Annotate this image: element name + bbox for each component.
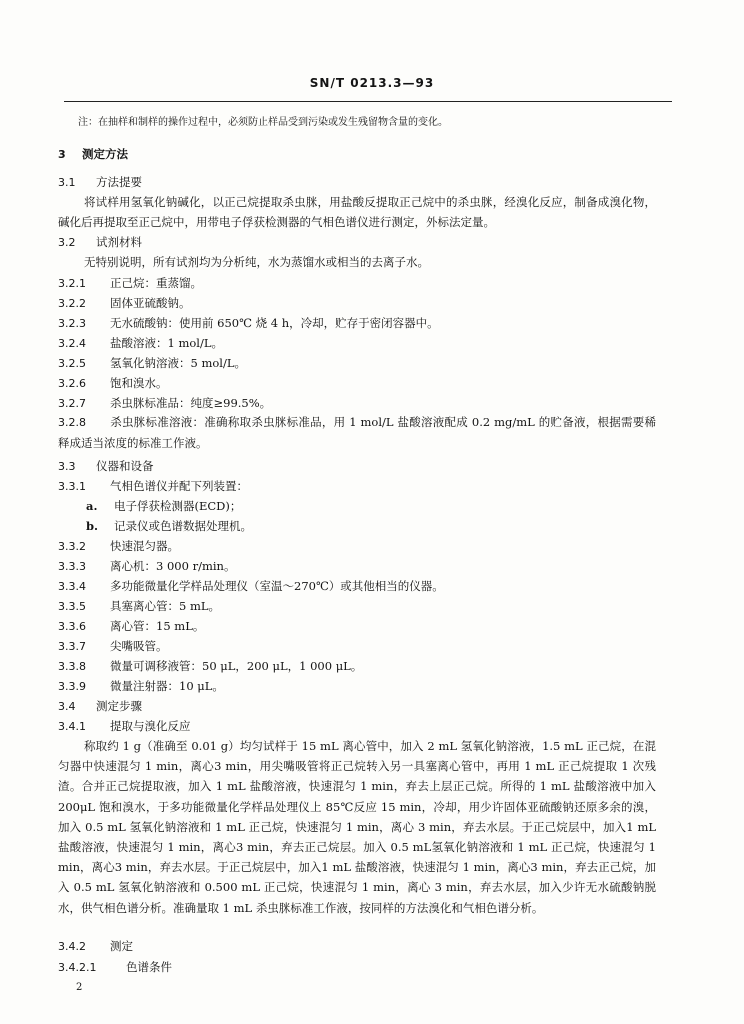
item-text: 微量注射器：10 μL。	[110, 679, 224, 693]
section-number: 3.4	[58, 700, 76, 713]
list-item	[58, 395, 271, 411]
section-number: 3.1	[58, 176, 76, 189]
subsection-3-4-2-1-heading	[58, 959, 172, 975]
item-number: 3.3.9	[58, 680, 86, 693]
subsection-3-4-1-heading	[58, 718, 191, 734]
section-3-2-heading	[58, 234, 142, 250]
section-title: 方法提要	[96, 175, 142, 189]
item-number: 3.3.8	[58, 660, 86, 673]
item-number: 3.2.2	[58, 297, 86, 310]
sub-item-text: 记录仪或色谱数据处理机。	[114, 519, 252, 533]
item-text: 氢氧化钠溶液：5 mol/L。	[110, 356, 246, 370]
section-title: 测定步骤	[96, 699, 142, 713]
item-number: 3.2.6	[58, 377, 86, 390]
sub-item	[86, 498, 241, 514]
list-item-wrapped	[58, 412, 656, 454]
list-item	[58, 578, 444, 594]
item-text: 多功能微量化学样品处理仪（室温～270℃）或其他相当的仪器。	[110, 579, 444, 593]
item-number: 3.2.5	[58, 357, 86, 370]
item-number: 3.3.1	[58, 480, 86, 493]
item-text: 离心机：3 000 r/min。	[110, 559, 236, 573]
list-item	[58, 335, 223, 351]
item-text: 杀虫脒标准溶液：准确称取杀虫脒标准品，用 1 mol/L 盐酸溶液配成 0.2 mg/mL 的贮备液，根据需要稀释成适当浓度的标准工作液。	[58, 415, 656, 451]
list-item	[58, 275, 202, 291]
item-number: 3.2.1	[58, 277, 86, 290]
item-number: 3.3.6	[58, 620, 86, 633]
item-number: 3.2.3	[58, 317, 86, 330]
item-text: 正己烷：重蒸馏。	[110, 276, 202, 290]
list-item	[58, 375, 168, 391]
item-number: 3.4.2	[58, 940, 86, 953]
sub-item-text: 电子俘获检测器(ECD)；	[114, 499, 242, 513]
list-item	[58, 315, 439, 331]
item-number: 3.3.4	[58, 580, 86, 593]
sub-item-label: a.	[86, 499, 98, 513]
subsection-3-4-2-heading	[58, 938, 133, 954]
section-title: 测定方法	[82, 147, 128, 161]
list-item	[58, 558, 235, 574]
list-item	[58, 355, 246, 371]
section-3-3-heading	[58, 458, 154, 474]
extraction-procedure-paragraph: 称取约 1 g（准确至 0.01 g）均匀试样于 15 mL 离心管中，加入 2 mL 氢氧化钠溶液，1.5 mL 正己烷，在混匀器中快速混匀 1 min，离心3 min，用尖嘴吸管将正己烷转入另一具塞离心管中，再用 1 mL 正己烷提取 1 次残渣。合并正己烷提取液，加入 1 mL 盐酸溶液，快速混匀 1 min，弃去上层正己烷。所得的 1 mL 盐酸溶液中加入 200μL 饱和溴水，于多功能微量化学样品处理仪上 85℃反应 15 min，冷却，用少许固体亚硫酸钠还原多余的溴，加入 0.5 mL 氢氧化钠溶液和 1 mL 正己烷，快速混匀 1 min，离心 3 min，弃去水层。于正己烷层中，加入1 mL盐酸溶液，快速混匀 1 min，离心3 min，弃去正己烷层。加入 0.5 mL氢氧化钠溶液和 1 mL 正己烷，快速混匀 1 min，离心3 min，弃去水层。于正己烷层中，加入1 mL 盐酸溶液，快速混匀 1 min，离心3 min，弃去正己烷，加入 0.5 mL 氢氧化钠溶液和 0.500 mL 正己烷，快速混匀 1 min，离心 3 min，弃去水层，加入少许无水硫酸钠脱水，供气相色谱分析。准确量取 1 mL 杀虫脒标准工作液，按同样的方法溴化和气相色谱分析。	[58, 739, 656, 915]
method-summary-paragraph: 将试样用氢氧化钠碱化，以正己烷提取杀虫脒，用盐酸反提取正己烷中的杀虫脒，经溴化反应，制备成溴化物，碱化后再提取至正己烷中，用带电子俘获检测器的气相色谱仪进行测定，外标法定量。	[58, 195, 656, 230]
item-text: 快速混匀器。	[110, 539, 179, 553]
section-3-heading	[58, 146, 128, 162]
standard-code-header: SN/T 0213.3—93	[309, 76, 435, 90]
section-title: 仪器和设备	[96, 459, 154, 473]
list-item	[58, 295, 191, 311]
list-item	[58, 478, 248, 494]
list-item	[58, 638, 168, 654]
item-number: 3.3.7	[58, 640, 86, 653]
item-number: 3.4.1	[58, 720, 86, 733]
item-number: 3.3.3	[58, 560, 86, 573]
item-number: 3.3.2	[58, 540, 86, 553]
item-text: 提取与溴化反应	[110, 719, 191, 733]
item-text: 无水硫酸钠：使用前 650℃ 烧 4 h，冷却，贮存于密闭容器中。	[110, 316, 439, 330]
list-item	[58, 658, 362, 674]
list-item	[58, 618, 204, 634]
item-text: 气相色谱仪并配下列装置：	[110, 479, 248, 493]
section-number: 3.2	[58, 236, 76, 249]
item-number: 3.4.2.1	[58, 961, 97, 974]
list-item	[58, 678, 224, 694]
item-text: 测定	[110, 939, 133, 953]
item-text: 饱和溴水。	[110, 376, 168, 390]
item-number: 3.2.8	[58, 416, 86, 429]
section-number: 3.3	[58, 460, 76, 473]
item-text: 离心管：15 mL。	[110, 619, 205, 633]
section-3-4-heading	[58, 698, 142, 714]
sub-item	[86, 518, 252, 534]
section-title: 试剂材料	[96, 235, 142, 249]
header-rule	[64, 101, 672, 102]
item-text: 微量可调移液管：50 μL，200 μL，1 000 μL。	[110, 659, 363, 673]
item-text: 杀虫脒标准品：纯度≥99.5%。	[110, 396, 272, 410]
reagents-intro: 无特别说明，所有试剂均为分析纯，水为蒸馏水或相当的去离子水。	[84, 255, 429, 269]
section-number: 3	[58, 148, 66, 161]
list-item	[58, 538, 179, 554]
section-3-1-heading	[58, 174, 142, 190]
item-number: 3.2.4	[58, 337, 86, 350]
item-text: 具塞离心管：5 mL。	[110, 599, 221, 613]
item-text: 色谱条件	[126, 960, 172, 974]
item-number: 3.2.7	[58, 397, 86, 410]
sampling-note: 注：在抽样和制样的操作过程中，必须防止样品受到污染或发生残留物含量的变化。	[78, 117, 448, 128]
sub-item-label: b.	[86, 519, 99, 533]
item-text: 盐酸溶液：1 mol/L。	[110, 336, 223, 350]
list-item	[58, 598, 220, 614]
item-number: 3.3.5	[58, 600, 86, 613]
item-text: 尖嘴吸管。	[110, 639, 168, 653]
page-number: 2	[76, 982, 83, 993]
item-text: 固体亚硫酸钠。	[110, 296, 191, 310]
